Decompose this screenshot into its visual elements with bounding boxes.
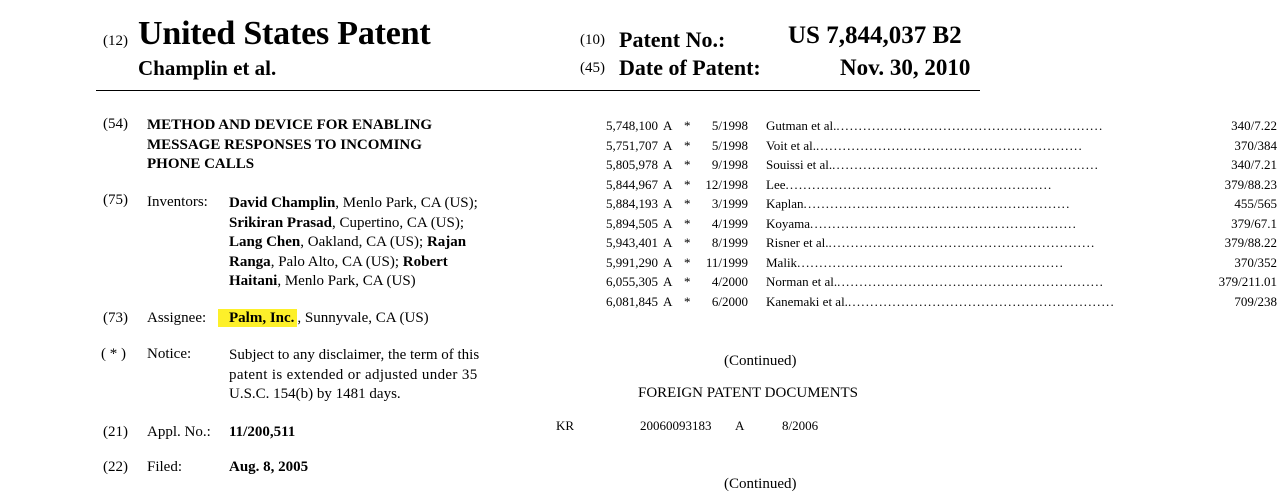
reference-inventor: Voit et al. ............................................................ (766, 137, 1083, 153)
notice-code: ( * ) (101, 346, 126, 362)
reference-inventor: Malik ............................................................ (766, 254, 1065, 270)
reference-number: 6,081,845 (606, 293, 658, 309)
leader-dots: ............................................................ (847, 293, 1115, 309)
reference-examiner-cited-mark: * (684, 215, 691, 231)
inventor-name: Srikiran Prasad (229, 214, 332, 231)
reference-kind: A (663, 157, 673, 172)
reference-examiner-cited-mark: * (684, 157, 691, 172)
reference-kind: A (663, 196, 673, 211)
code-54: (54) (103, 116, 128, 132)
invention-title (147, 116, 432, 175)
date-of-patent-label: Date of Patent: (619, 55, 761, 80)
reference-date: 11/1999 (705, 254, 748, 270)
patent-type-title: United States Patent (138, 15, 431, 52)
leader-dots: ............................................................ (832, 157, 1100, 172)
filed-label: Filed: (147, 459, 183, 475)
leader-dots: ............................................................ (785, 176, 1053, 192)
continued-label-2: (Continued) (724, 476, 797, 492)
reference-examiner-cited-mark: * (684, 235, 691, 250)
reference-kind: A (663, 293, 673, 309)
inventor-name: Lang Chen (229, 234, 301, 250)
reference-number: 5,748,100 (606, 118, 658, 133)
code-73: (73) (103, 310, 128, 326)
reference-examiner-cited-mark: * (684, 176, 691, 192)
inventor-location: , Cupertino, CA (US); (331, 214, 465, 231)
leader-dots: ............................................................ (837, 274, 1105, 289)
reference-class: 455/565 (1234, 196, 1277, 211)
leader-dots: ............................................................ (810, 215, 1078, 231)
reference-inventor: Lee ............................................................ (766, 176, 1053, 192)
foreign-date: 8/2006 (782, 418, 819, 433)
date-of-patent: Nov. 30, 2010 (840, 55, 971, 80)
reference-class: 370/352 (1234, 254, 1277, 270)
reference-date: 12/1998 (705, 176, 748, 192)
reference-class: 709/238 (1234, 293, 1277, 309)
code-21: (21) (103, 424, 128, 440)
continued-label: (Continued) (724, 353, 797, 369)
reference-number: 5,894,505 (606, 215, 658, 231)
patent-no-label: Patent No.: (619, 27, 726, 52)
appl-no-value: 11/200,511 (229, 424, 296, 440)
reference-kind: A (663, 235, 673, 250)
reference-examiner-cited-mark: * (684, 254, 691, 270)
reference-number: 5,884,193 (606, 196, 658, 211)
reference-kind: A (663, 274, 673, 289)
reference-date: 9/1998 (711, 157, 748, 172)
inventors-label: Inventors: (147, 194, 208, 210)
reference-examiner-cited-mark: * (684, 118, 691, 133)
notice-text (229, 346, 479, 405)
notice-line: patent is extended or adjusted under 35 (229, 366, 478, 383)
reference-date: 3/1999 (711, 196, 748, 211)
leader-dots: ............................................................ (836, 118, 1104, 133)
assignee-label: Assignee: (147, 310, 207, 326)
inventor-location: , Menlo Park, CA (US) (277, 273, 416, 289)
inventor-name: Robert (402, 253, 448, 270)
reference-date: 5/1998 (711, 137, 748, 153)
code-10: (10) (580, 32, 605, 48)
reference-examiner-cited-mark: * (684, 274, 691, 289)
reference-class: 379/211.01 (1218, 274, 1277, 289)
appl-no-label: Appl. No.: (147, 424, 211, 440)
reference-inventor: Risner et al. ............................................................ (766, 235, 1096, 250)
inventor-location: , Menlo Park, CA (US); (335, 195, 478, 211)
reference-class: 379/88.23 (1224, 176, 1277, 192)
reference-date: 5/1998 (711, 118, 748, 133)
inventor-name: Rajan (426, 234, 467, 250)
reference-kind: A (663, 215, 673, 231)
reference-number: 5,943,401 (606, 235, 658, 250)
reference-kind: A (663, 254, 673, 270)
reference-class: 340/7.22 (1231, 118, 1277, 133)
reference-kind: A (663, 176, 673, 192)
invention-title-line: PHONE CALLS (147, 156, 255, 172)
inventor-name: Ranga (229, 253, 271, 270)
inventor-location: , Oakland, CA (US); (300, 234, 427, 250)
filed-value: Aug. 8, 2005 (229, 459, 309, 475)
reference-number: 6,055,305 (606, 274, 658, 289)
foreign-country: KR (556, 418, 575, 433)
reference-kind: A (663, 137, 673, 153)
inventor-name: Haitani (229, 273, 278, 289)
notice-label: Notice: (147, 346, 192, 362)
foreign-number: 20060093183 (640, 418, 712, 433)
reference-number: 5,844,967 (606, 176, 658, 192)
reference-number: 5,805,978 (606, 157, 658, 172)
invention-title-line: METHOD AND DEVICE FOR ENABLING (147, 117, 433, 133)
reference-examiner-cited-mark: * (684, 196, 691, 211)
leader-dots: ............................................................ (803, 196, 1071, 211)
patent-number: US 7,844,037 B2 (788, 22, 962, 49)
reference-inventor: Koyama ............................................................ (766, 215, 1078, 231)
code-22: (22) (103, 459, 128, 475)
foreign-kind: A (735, 418, 745, 433)
reference-class: 379/88.22 (1224, 235, 1277, 250)
reference-class: 340/7.21 (1231, 157, 1277, 172)
reference-class: 370/384 (1234, 137, 1277, 153)
invention-title-line: MESSAGE RESPONSES TO INCOMING (147, 136, 422, 153)
code-12: (12) (103, 33, 128, 49)
reference-inventor: Kaplan ............................................................ (766, 196, 1071, 211)
reference-inventor: Gutman et al. ............................................................ (766, 118, 1104, 133)
reference-date: 6/2000 (711, 293, 748, 309)
reference-date: 8/1999 (711, 235, 748, 250)
header-divider (96, 90, 980, 91)
assignee-name-highlighted: Palm, Inc. (218, 309, 297, 327)
assignee-location: , Sunnyvale, CA (US) (297, 310, 429, 326)
reference-inventor: Souissi et al. ............................................................ (766, 157, 1100, 172)
leader-dots: ............................................................ (797, 254, 1065, 270)
inventors-list (229, 194, 478, 292)
reference-examiner-cited-mark: * (684, 137, 691, 153)
reference-date: 4/1999 (711, 215, 748, 231)
assignee (218, 309, 429, 329)
leader-dots: ............................................................ (815, 137, 1083, 153)
reference-class: 379/67.1 (1231, 215, 1277, 231)
reference-number: 5,751,707 (606, 137, 658, 153)
code-45: (45) (580, 60, 605, 76)
inventor-name: David Champlin (229, 195, 336, 211)
leader-dots: ............................................................ (828, 235, 1096, 250)
reference-inventor: Norman et al. ............................................................ (766, 274, 1105, 289)
notice-line: Subject to any disclaimer, the term of this (229, 347, 480, 363)
reference-examiner-cited-mark: * (684, 293, 691, 309)
code-75: (75) (103, 192, 128, 208)
reference-number: 5,991,290 (606, 254, 658, 270)
reference-date: 4/2000 (711, 274, 748, 289)
reference-inventor: Kanemaki et al. ............................................................ (766, 293, 1115, 309)
inventor-location: , Palo Alto, CA (US); (270, 253, 403, 270)
foreign-patent-heading: FOREIGN PATENT DOCUMENTS (638, 385, 859, 401)
notice-line: U.S.C. 154(b) by 1481 days. (229, 386, 401, 402)
reference-kind: A (663, 118, 673, 133)
authors: Champlin et al. (138, 56, 277, 80)
